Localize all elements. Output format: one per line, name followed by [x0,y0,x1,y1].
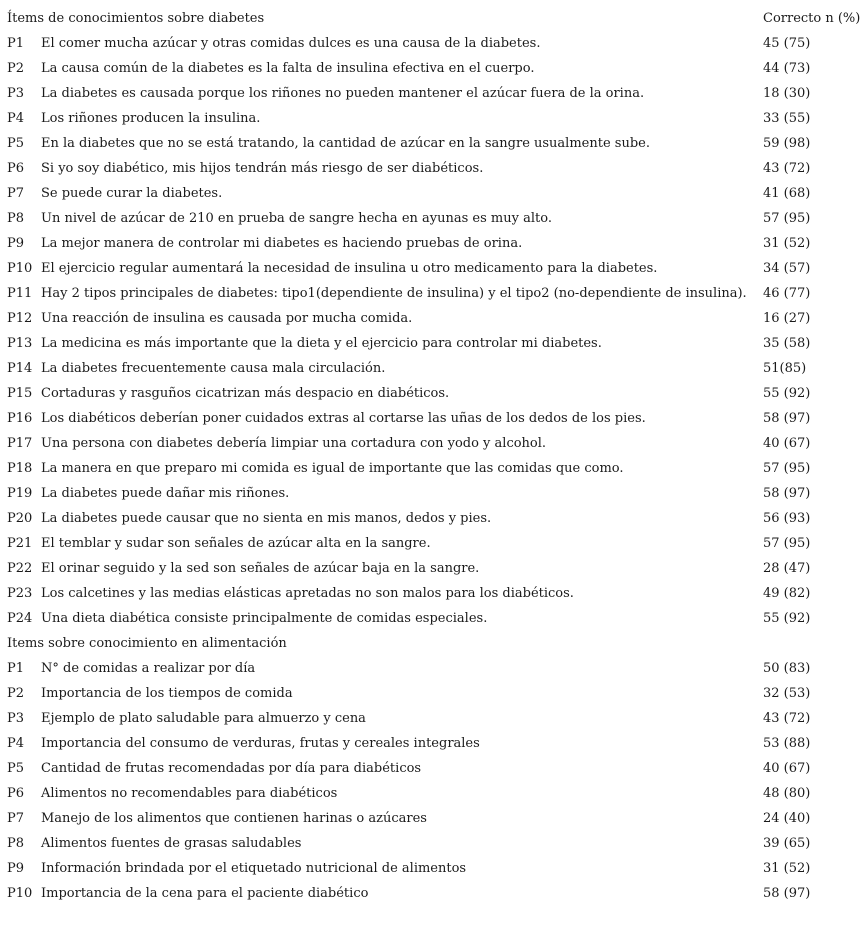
table-row [0,681,862,706]
item-value: 43 (72) [763,711,811,726]
item-id: P5 [7,136,25,151]
item-value: 28 (47) [763,561,811,576]
item-value: 46 (77) [763,286,811,301]
item-text: El temblar y sudar son señales de azúcar alta en la sangre. [41,536,431,551]
table-row [0,806,862,831]
item-id: P7 [7,811,25,826]
table-row [0,706,862,731]
table-row [0,531,862,556]
item-text: Una dieta diabética consiste principalmente de comidas especiales. [41,611,488,626]
item-id: P22 [7,561,33,576]
section1-rows [0,31,862,631]
item-id: P8 [7,836,25,851]
item-value: 34 (57) [763,261,811,276]
table-row [0,556,862,581]
table-row [0,506,862,531]
table-row [0,406,862,431]
table-row [0,306,862,331]
table-row [0,181,862,206]
table-row [0,456,862,481]
item-text: La mejor manera de controlar mi diabetes es haciendo pruebas de orina. [41,236,523,251]
item-text: El orinar seguido y la sed son señales de azúcar baja en la sangre. [41,561,480,576]
item-id: P6 [7,786,25,801]
item-value: 58 (97) [763,486,811,501]
item-value: 53 (88) [763,736,811,751]
item-value: 31 (52) [763,236,811,251]
item-id: P11 [7,286,33,301]
table-row [0,656,862,681]
item-text: Los riñones producen la insulina. [41,111,261,126]
item-text: La diabetes puede causar que no sienta en mis manos, dedos y pies. [41,511,492,526]
item-text: Importancia de los tiempos de comida [41,686,293,701]
item-id: P20 [7,511,33,526]
item-text: Cantidad de frutas recomendadas por día para diabéticos [41,761,422,776]
item-text: Importancia del consumo de verduras, frutas y cereales integrales [41,736,480,751]
item-id: P1 [7,661,25,676]
table-row [0,831,862,856]
table-row [0,56,862,81]
item-id: P7 [7,186,25,201]
item-value: 55 (92) [763,611,811,626]
section1-header [0,6,862,31]
table-row [0,756,862,781]
item-text: Alimentos fuentes de grasas saludables [41,836,302,851]
item-value: 35 (58) [763,336,811,351]
item-id: P4 [7,736,25,751]
item-value: 39 (65) [763,836,811,851]
item-text: Si yo soy diabético, mis hijos tendrán más riesgo de ser diabéticos. [41,161,484,176]
section1-title: Ítems de conocimientos sobre diabetes [7,11,265,26]
table-row [0,81,862,106]
item-id: P19 [7,486,33,501]
item-text: N° de comidas a realizar por día [41,661,256,676]
item-id: P24 [7,611,33,626]
item-value: 57 (95) [763,461,811,476]
item-value: 24 (40) [763,811,811,826]
item-value: 43 (72) [763,161,811,176]
table-row [0,881,862,906]
table-row [0,206,862,231]
item-text: La causa común de la diabetes es la falta de insulina efectiva en el cuerpo. [41,61,535,76]
item-text: Cortaduras y rasguños cicatrizan más despacio en diabéticos. [41,386,450,401]
item-text: Manejo de los alimentos que contienen harinas o azúcares [41,811,427,826]
item-value: 40 (67) [763,436,811,451]
item-value: 18 (30) [763,86,811,101]
item-text: Se puede curar la diabetes. [41,186,223,201]
item-text: Un nivel de azúcar de 210 en prueba de sangre hecha en ayunas es muy alto. [41,211,552,226]
item-text: Información brindada por el etiquetado nutricional de alimentos [41,861,467,876]
item-value: 45 (75) [763,36,811,51]
item-value: 40 (67) [763,761,811,776]
item-id: P6 [7,161,25,176]
item-id: P21 [7,536,33,551]
column-header-correct: Correcto n (%) [763,11,861,26]
item-id: P9 [7,861,25,876]
item-value: 56 (93) [763,511,811,526]
item-value: 57 (95) [763,211,811,226]
item-id: P10 [7,261,33,276]
table-row [0,856,862,881]
item-text: Una reacción de insulina es causada por mucha comida. [41,311,413,326]
item-value: 50 (83) [763,661,811,676]
section2-rows [0,656,862,906]
item-id: P12 [7,311,33,326]
item-text: La diabetes puede dañar mis riñones. [41,486,290,501]
section2-header [0,631,862,656]
knowledge-table [0,6,862,906]
table-row [0,581,862,606]
item-value: 31 (52) [763,861,811,876]
item-text: Hay 2 tipos principales de diabetes: tipo1(dependiente de insulina) y el tipo2 (no-dependiente de insulina). [41,286,747,301]
item-text: Una persona con diabetes debería limpiar una cortadura con yodo y alcohol. [41,436,547,451]
item-text: La manera en que preparo mi comida es igual de importante que las comidas que como. [41,461,624,476]
item-value: 57 (95) [763,536,811,551]
item-id: P10 [7,886,33,901]
table-row [0,381,862,406]
table-row [0,431,862,456]
item-text: En la diabetes que no se está tratando, la cantidad de azúcar en la sangre usualmente sube. [41,136,650,151]
item-id: P18 [7,461,33,476]
table-row [0,481,862,506]
item-value: 32 (53) [763,686,811,701]
item-value: 44 (73) [763,61,811,76]
item-text: La medicina es más importante que la dieta y el ejercicio para controlar mi diabetes. [41,336,602,351]
item-text: La diabetes es causada porque los riñones no pueden mantener el azúcar fuera de la orina. [41,86,645,101]
table-row [0,106,862,131]
item-id: P13 [7,336,33,351]
item-id: P9 [7,236,25,251]
item-text: La diabetes frecuentemente causa mala circulación. [41,361,386,376]
item-id: P16 [7,411,33,426]
item-id: P14 [7,361,33,376]
item-value: 48 (80) [763,786,811,801]
item-id: P17 [7,436,33,451]
item-id: P3 [7,86,25,101]
table-row [0,256,862,281]
table-row [0,281,862,306]
item-text: El ejercicio regular aumentará la necesidad de insulina u otro medicamento para la diabetes. [41,261,658,276]
item-value: 33 (55) [763,111,811,126]
item-value: 41 (68) [763,186,811,201]
item-value: 58 (97) [763,411,811,426]
table-row [0,231,862,256]
item-id: P2 [7,686,25,701]
item-id: P4 [7,111,25,126]
section2-title: Items sobre conocimiento en alimentación [7,636,287,651]
table-row [0,356,862,381]
table-row [0,131,862,156]
item-id: P1 [7,36,25,51]
table-row [0,31,862,56]
table-row [0,331,862,356]
item-id: P2 [7,61,25,76]
table-row [0,731,862,756]
item-value: 59 (98) [763,136,811,151]
item-text: Los diabéticos deberían poner cuidados extras al cortarse las uñas de los dedos de los pies. [41,411,646,426]
table-row [0,156,862,181]
item-value: 55 (92) [763,386,811,401]
item-value: 58 (97) [763,886,811,901]
item-text: Los calcetines y las medias elásticas apretadas no son malos para los diabéticos. [41,586,574,601]
table-row [0,781,862,806]
item-id: P3 [7,711,25,726]
item-value: 51(85) [763,361,807,376]
item-id: P15 [7,386,33,401]
item-id: P5 [7,761,25,776]
item-value: 16 (27) [763,311,811,326]
item-id: P8 [7,211,25,226]
item-id: P23 [7,586,33,601]
item-value: 49 (82) [763,586,811,601]
item-text: El comer mucha azúcar y otras comidas dulces es una causa de la diabetes. [41,36,541,51]
item-text: Alimentos no recomendables para diabéticos [41,786,338,801]
item-text: Importancia de la cena para el paciente diabético [41,886,369,901]
item-text: Ejemplo de plato saludable para almuerzo y cena [41,711,366,726]
table-row [0,606,862,631]
